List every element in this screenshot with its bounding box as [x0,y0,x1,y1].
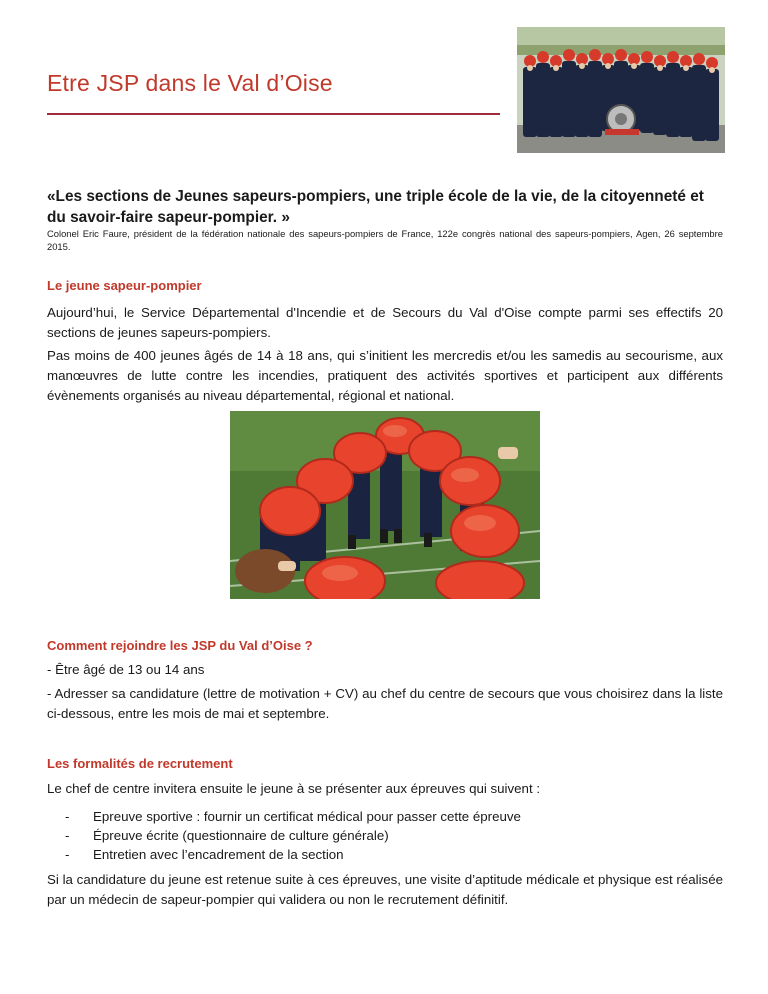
title-underline [47,113,500,115]
paragraph-effectifs: Aujourd’hui, le Service Départemental d'Incendie et de Secours du Val d'Oise compte parmi ses effectifs 20 sections de jeunes sapeurs-pompiers. [47,305,723,340]
paragraph-age: - Être âgé de 13 ou 14 ans [47,662,205,677]
epreuves-list [47,807,723,864]
list-item-text: Epreuve sportive : fournir un certificat médical pour passer cette épreuve [93,809,521,824]
quote-attribution: Colonel Eric Faure, président de la fédération nationale des sapeurs-pompiers de France, 122e congrès national des sapeurs-pompiers, Agen, 26 septembre 2015. [47,228,723,252]
list-bullet: - [65,809,70,824]
list-item [47,807,723,826]
photo-group-jsp-icon [517,27,725,153]
paragraph-activites: Pas moins de 400 jeunes âgés de 14 à 18 ans, qui s’initient les mercredis et/ou les samedis au secourisme, aux manœuvres de lutte contre les incendies, pratiquent des activités sportives et participent aux différents évènements organisés au niveau départemental, régional et national. [47,348,723,403]
paragraph-visite-medicale: Si la candidature du jeune est retenue suite à ces épreuves, une visite d’aptitude médicale et physique est réalisée par un médecin de sapeur-pompier qui validera ou non le recrutement définitif. [47,872,723,907]
list-item [47,845,723,864]
quote-text: «Les sections de Jeunes sapeurs-pompiers, une triple école de la vie, de la citoyenneté et du savoir-faire sapeur-pompier. » [47,188,704,226]
paragraph-candidature: - Adresser sa candidature (lettre de motivation + CV) au chef du centre de secours que vous choisirez dans la liste ci-dessous, entre les mois de mai et septembre. [47,686,723,721]
page-title: Etre JSP dans le Val d’Oise [47,70,333,96]
list-bullet: - [65,847,70,862]
section-heading-rejoindre: Comment rejoindre les JSP du Val d’Oise ? [47,638,313,653]
list-item-text: Épreuve écrite (questionnaire de culture générale) [93,828,389,843]
list-item-text: Entretien avec l’encadrement de la section [93,847,344,862]
section-heading-jeune-sapeur-pompier: Le jeune sapeur-pompier [47,278,202,293]
list-item [47,826,723,845]
section-heading-formalites: Les formalités de recrutement [47,756,233,771]
list-bullet: - [65,828,70,843]
photo-helmets-huddle-icon [230,411,540,599]
paragraph-epreuves-intro: Le chef de centre invitera ensuite le jeune à se présenter aux épreuves qui suivent : [47,781,541,796]
